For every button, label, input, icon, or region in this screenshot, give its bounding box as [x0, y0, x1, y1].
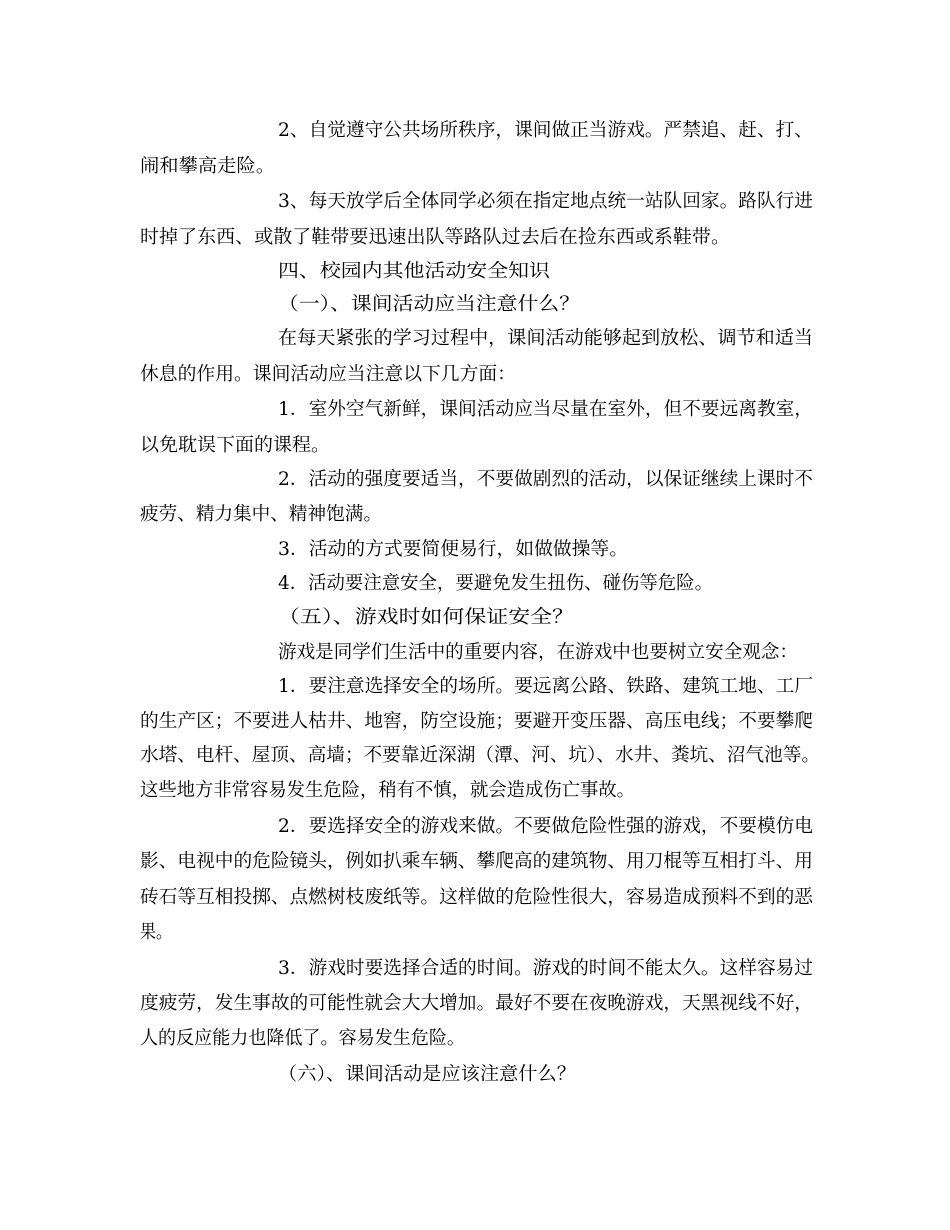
text-line: 3．游戏时要选择合适的时间。游戏的时间不能太久。这样容易过	[278, 958, 813, 979]
section-heading: 四、校园内其他活动安全知识	[278, 261, 550, 282]
text-line: 3、每天放学后全体同学必须在指定地点统一站队回家。路队行进	[278, 191, 813, 212]
text-line: 以免耽误下面的课程。	[140, 435, 330, 456]
text-line: 4．活动要注意安全，要避免发生扭伤、碰伤等危险。	[278, 573, 713, 594]
text-line: 影、电视中的危险镜头，例如扒乘车辆、攀爬高的建筑物、用刀棍等互相打斗、用	[140, 851, 813, 872]
text-line: 游戏是同学们生活中的重要内容，在游戏中也要树立安全观念：	[278, 642, 798, 663]
text-line: 人的反应能力也降低了。容易发生危险。	[140, 1028, 465, 1049]
text-line: 水塔、电杆、屋顶、高墙；不要靠近深湖（潭、河、坑）、水井、粪坑、沼气池等。	[140, 745, 821, 766]
text-line: 2．要选择安全的游戏来做。不要做危险性强的游戏，不要模仿电	[278, 816, 813, 837]
text-line: 疲劳、精力集中、精神饱满。	[140, 504, 382, 525]
text-line: 1．室外空气新鲜，课间活动应当尽量在室外，但不要远离教室，	[278, 399, 813, 420]
text-line: 的生产区；不要进人枯井、地窖，防空设施；要避开变压器、高压电线；不要攀爬	[140, 711, 813, 732]
text-line: 度疲劳，发生事故的可能性就会大大增加。最好不要在夜晚游戏，天黑视线不好，	[140, 993, 813, 1014]
text-line: 这些地方非常容易发生危险，稍有不慎，就会造成伤亡事故。	[140, 780, 635, 801]
subsection-heading: （一）、课间活动应当注意什么？	[278, 294, 580, 315]
text-line: 在每天紧张的学习过程中，课间活动能够起到放松、调节和适当	[278, 328, 813, 349]
text-line: 时掉了东西、或散了鞋带要迅速出队等路队过去后在捡东西或系鞋带。	[140, 227, 730, 248]
text-line: 1．要注意选择安全的场所。要远离公路、铁路、建筑工地、工厂	[278, 676, 813, 697]
text-line: 2．活动的强度要适当，不要做剧烈的活动，以保证继续上课时不	[278, 469, 813, 490]
text-line: 砖石等互相投掷、点燃树枝废纸等。这样做的危险性很大，容易造成预料不到的恶	[140, 887, 813, 908]
text-line: 2、自觉遵守公共场所秩序，课间做正当游戏。严禁追、赶、打、	[278, 120, 813, 141]
subsection-heading: （六）、课间活动是应该注意什么？	[278, 1064, 576, 1085]
text-line: 闹和攀高走险。	[140, 156, 275, 177]
subsection-heading: （五）、游戏时如何保证安全？	[278, 607, 574, 628]
text-line: 果。	[140, 922, 172, 943]
text-line: 休息的作用。课间活动应当注意以下几方面：	[140, 364, 516, 385]
text-line: 3．活动的方式要简便易行，如做做操等。	[278, 539, 628, 560]
